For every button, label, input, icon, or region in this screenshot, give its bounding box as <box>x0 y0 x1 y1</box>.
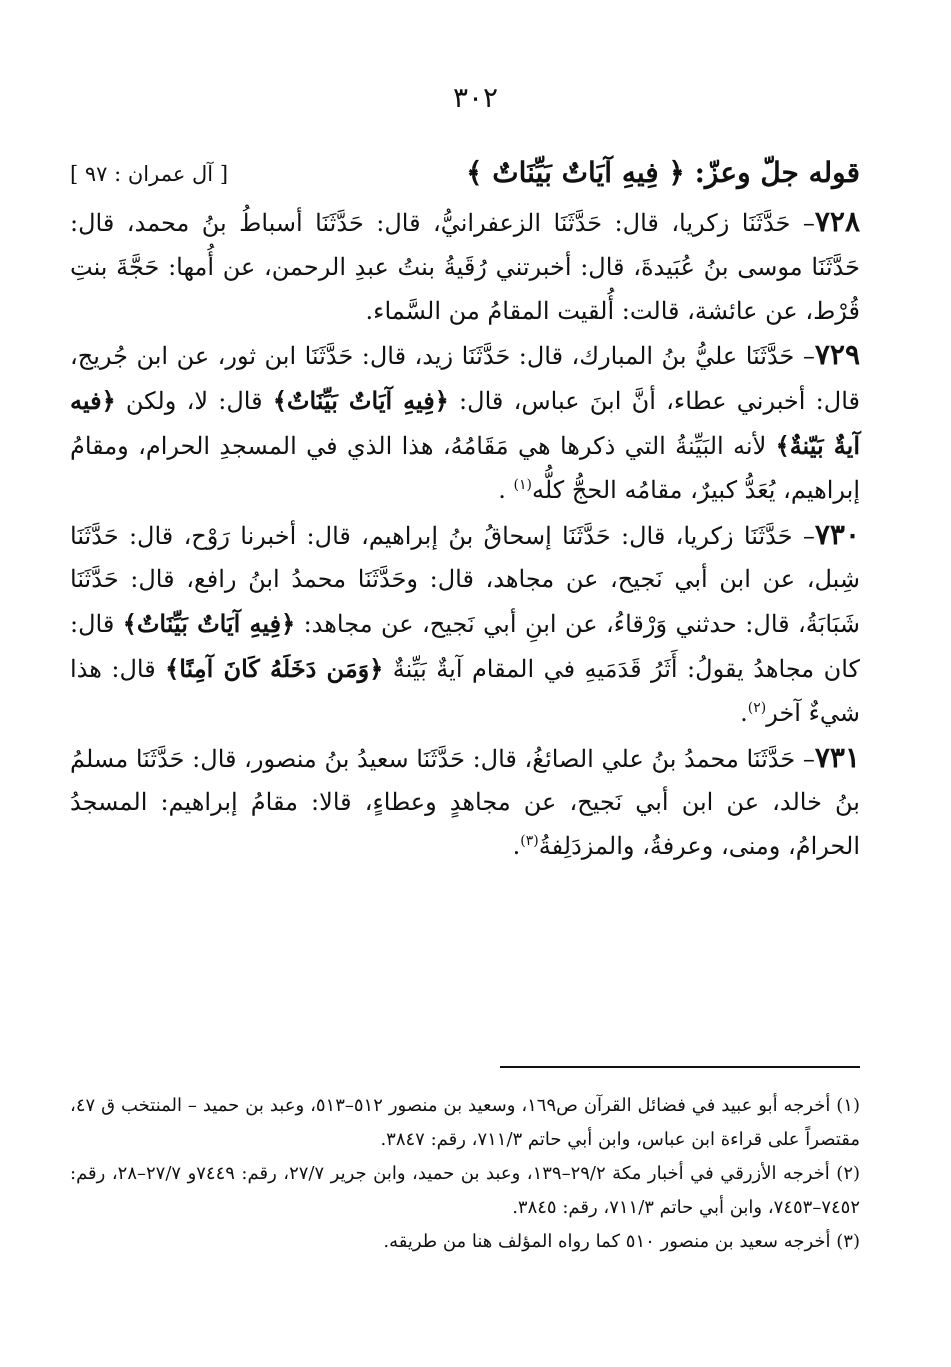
hadith-end: . <box>740 698 748 727</box>
hadith-number: ٧٢٩ <box>814 338 860 372</box>
hadith-text: – حَدَّثَنَا محمدُ بنُ علي الصائغُ، قال: حَدَّثَنَا سعيدُ بنُ منصور، قال: حَدَّثَنَا مسلمُ بنُ خالد، عن ابن أبي نَجيح، عن مجاهدٍ وعطاءٍ، قالا: مقامُ إبراهيم: المسجدُ الحرامُ، ومنى، وعرفةُ، والمزدَلِفةُ <box>70 744 860 861</box>
hadith-end: . <box>498 475 514 504</box>
verse-heading <box>70 148 860 198</box>
hadith-number: ٧٣٠ <box>814 517 860 551</box>
footnote-divider <box>500 1066 860 1068</box>
quran-quote: ﴿فِيهِ آيَاتٌ بَيِّنَاتٌ﴾ <box>122 609 296 639</box>
hadith-728 <box>70 200 860 333</box>
footnote-2: (٢) أخرجه الأزرقي في أخبار مكة ٢٩/٢–١٣٩، وعبد بن حميد، وابن جرير ٢٧/٧، رقم: ٧٤٤٩و ٢٧/٧–٢٨، رقم: ٧٤٥٢–٧٤٥٣، وابن أبي حاتم ٧١١/٣، رقم: ٣٨٤٥. <box>70 1163 861 1218</box>
hadith-729 <box>70 333 860 512</box>
hadith-text: لأنه البَيِّنةُ التي ذكرها هي مَقَامُهُ، هذا الذي في المسجدِ الحرام، ومقامُ إبراهيم، يُعَدُّ كبيرٌ، مقامُه الحجُّ كلُّه <box>70 431 860 504</box>
footnote-ref: (٢) <box>747 699 767 716</box>
footnote-ref: (١) <box>513 476 532 493</box>
hadith-text: – حَدَّثَنَا زكريا، قال: حَدَّثَنَا الزعفرانيُّ، قال: حَدَّثَنَا أسباطُ بنُ محمد، قال: حَدَّثَنَا موسى بنُ عُبَيدةَ، قال: أخبرتني رُقَيةُ بنتُ عبدِ الرحمن، عن أُمها: حَجَّةَ بنتِ قُرْط، عن عائشة، قالت: أُلقيت المقامُ من السَّماء. <box>70 209 860 325</box>
heading-text: قوله جلّ وعزّ: ﴿ فِيهِ آيَاتٌ بَيِّنَاتٌ ﴾ <box>466 156 860 189</box>
hadith-text: – حَدَّثَنَا زكريا، قال: حَدَّثَنَا إسحاقُ بنُ إبراهيم، قال: أخبرنا رَوْح، قال: حَدَّثَنَا شِبل، عن ابن أبي نَجيح، عن مجاهد، قال: وحَدَّثَنَا محمدُ ابنُ رافع، قال: حَدَّثَنَا شَبَابَةُ، قال: حدثني وَرْقاءُ، عن ابنِ أبي نَجيح، عن مجاهد: <box>70 521 861 639</box>
hadith-731 <box>70 736 860 869</box>
hadith-end: . <box>512 832 521 861</box>
quran-quote: ﴿فِيهِ آيَاتٌ بَيِّنَاتٌ﴾ <box>272 386 449 416</box>
hadith-text: قال: لا، ولكن <box>115 387 273 416</box>
hadith-number: ٧٣١ <box>814 740 860 774</box>
footnotes <box>70 1089 860 1259</box>
footnote-ref: (٣) <box>520 833 539 850</box>
hadith-text: – حَدَّثَنَا عليُّ بنُ المبارك، قال: حَدَّثَنَا زيد، قال: حَدَّثَنَا ابن ثور، عن ابن جُريج، قال: أخبرني عطاء، أنَّ ابنَ عباس، قال: <box>70 342 860 416</box>
footnote-3: (٣) أخرجه سعيد بن منصور ٥١٠ كما رواه المؤلف هنا من طريقه. <box>383 1231 860 1252</box>
hadith-730 <box>70 513 860 736</box>
surah-reference: [ آل عمران : ٩٧ ] <box>70 162 229 186</box>
footnote-1: (١) أخرجه أبو عبيد في فضائل القرآن ص١٦٩، وسعيد بن منصور ٥١٢–٥١٣، وعبد بن حميد – المنتخب ق ٤٧، مقتصراً على قراءة ابن عباس، وابن أبي حاتم ٧١١/٣، رقم: ٣٨٤٧. <box>70 1095 860 1150</box>
quran-quote: ﴿فيه آيةٌ بَيّنةٌ﴾ <box>70 386 860 460</box>
hadith-text: قال: هذا شيءٌ آخر <box>70 654 860 727</box>
page-number: ٣٠٢ <box>452 81 499 114</box>
hadith-body <box>70 200 860 869</box>
hadith-number: ٧٢٨ <box>814 205 860 238</box>
hadith-text: قال: كان مجاهدُ يقولُ: أَثَرُ قَدَمَيهِ في المقام آيةٌ بَيِّنةٌ <box>70 610 860 683</box>
quran-quote: ﴿وَمَن دَخَلَهُ كَانَ آمِنًا﴾ <box>165 653 384 683</box>
